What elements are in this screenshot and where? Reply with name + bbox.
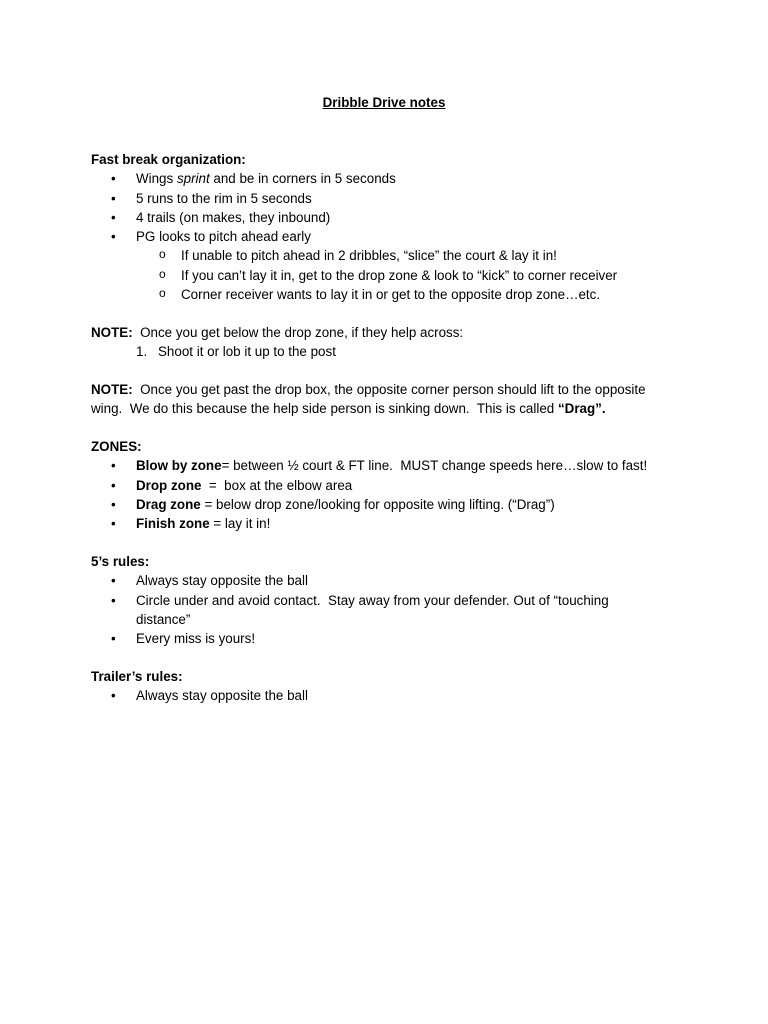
list-item: • Every miss is yours! [91, 629, 691, 648]
numbered-item: 1. Shoot it or lob it up to the post [91, 342, 691, 361]
zones-heading: ZONES: [91, 439, 142, 455]
list-item: • Wings sprint and be in corners in 5 seconds [91, 169, 691, 188]
fives-rules-heading: 5’s rules: [91, 554, 150, 570]
list-item: • Always stay opposite the ball [91, 686, 691, 705]
sub-list-item: o Corner receiver wants to lay it in or get to the opposite drop zone…etc. [159, 286, 601, 303]
sub-list-item: o If you can’t lay it in, get to the drop zone & look to “kick” to corner receiver [159, 266, 618, 283]
zone-term: Finish zone [136, 516, 210, 532]
bullet-marker: • [111, 477, 116, 493]
bullet-marker: • [111, 631, 116, 647]
zone-term: Drag zone [136, 496, 201, 512]
zone-term: Drop zone [136, 477, 202, 493]
bullet-marker: • [111, 229, 116, 245]
bullet-marker: • [111, 573, 116, 589]
fast-break-list [91, 169, 691, 246]
list-item-continuation: distance” [136, 611, 191, 627]
bullet-marker: • [111, 592, 116, 608]
note-below-drop-zone: NOTE: Once you get below the drop zone, if they help across: [91, 324, 464, 340]
sub-bullet-marker: o [159, 247, 166, 262]
list-item: • Always stay opposite the ball [91, 571, 691, 590]
list-item: • Drag zone = below drop zone/looking for opposite wing lifting. (“Drag”) [91, 495, 691, 514]
trailers-rules-list [91, 686, 691, 705]
zone-term: Blow by zone [136, 458, 222, 474]
list-item: • Finish zone = lay it in! [91, 514, 691, 533]
bullet-marker: • [111, 516, 116, 532]
note-label: NOTE: [91, 324, 133, 340]
list-item: • 5 runs to the rim in 5 seconds [91, 189, 691, 208]
note-label: NOTE: [91, 381, 133, 397]
note-drag: NOTE: Once you get past the drop box, the opposite corner person should lift to the opposite [91, 381, 646, 397]
drag-emphasis: “Drag”. [557, 401, 606, 417]
list-item: • Drop zone = box at the elbow area [91, 476, 691, 495]
zones-list [91, 456, 691, 533]
sub-list-item: o If unable to pitch ahead in 2 dribbles, “slice” the court & lay it in! [159, 247, 557, 264]
emphasis-text: sprint [176, 171, 210, 187]
sub-bullet-marker: o [159, 266, 166, 281]
bullet-marker: • [111, 458, 116, 474]
bullet-marker: • [111, 496, 116, 512]
list-item: • 4 trails (on makes, they inbound) [91, 208, 691, 227]
bullet-marker: • [111, 190, 116, 206]
bullet-marker: • [111, 688, 116, 704]
document-body [91, 150, 691, 706]
number-marker: 1. [136, 344, 148, 360]
note-drag-continuation: wing. We do this because the help side person is sinking down. This is called “Drag”. [91, 401, 606, 417]
document-title: Dribble Drive notes [322, 95, 446, 110]
sub-bullet-marker: o [159, 286, 166, 301]
fast-break-heading: Fast break organization: [91, 152, 246, 167]
bullet-marker: • [111, 209, 116, 225]
fives-rules-list [91, 571, 691, 648]
trailers-rules-heading: Trailer’s rules: [91, 669, 183, 685]
fast-break-sublist [91, 246, 691, 304]
list-item: • PG looks to pitch ahead early [91, 227, 691, 246]
list-item: • Blow by zone= between ½ court & FT line. MUST change speeds here…slow to fast! [91, 456, 691, 475]
bullet-marker: • [111, 171, 116, 187]
list-item: • Circle under and avoid contact. Stay away from your defender. Out of “touching [91, 591, 691, 610]
